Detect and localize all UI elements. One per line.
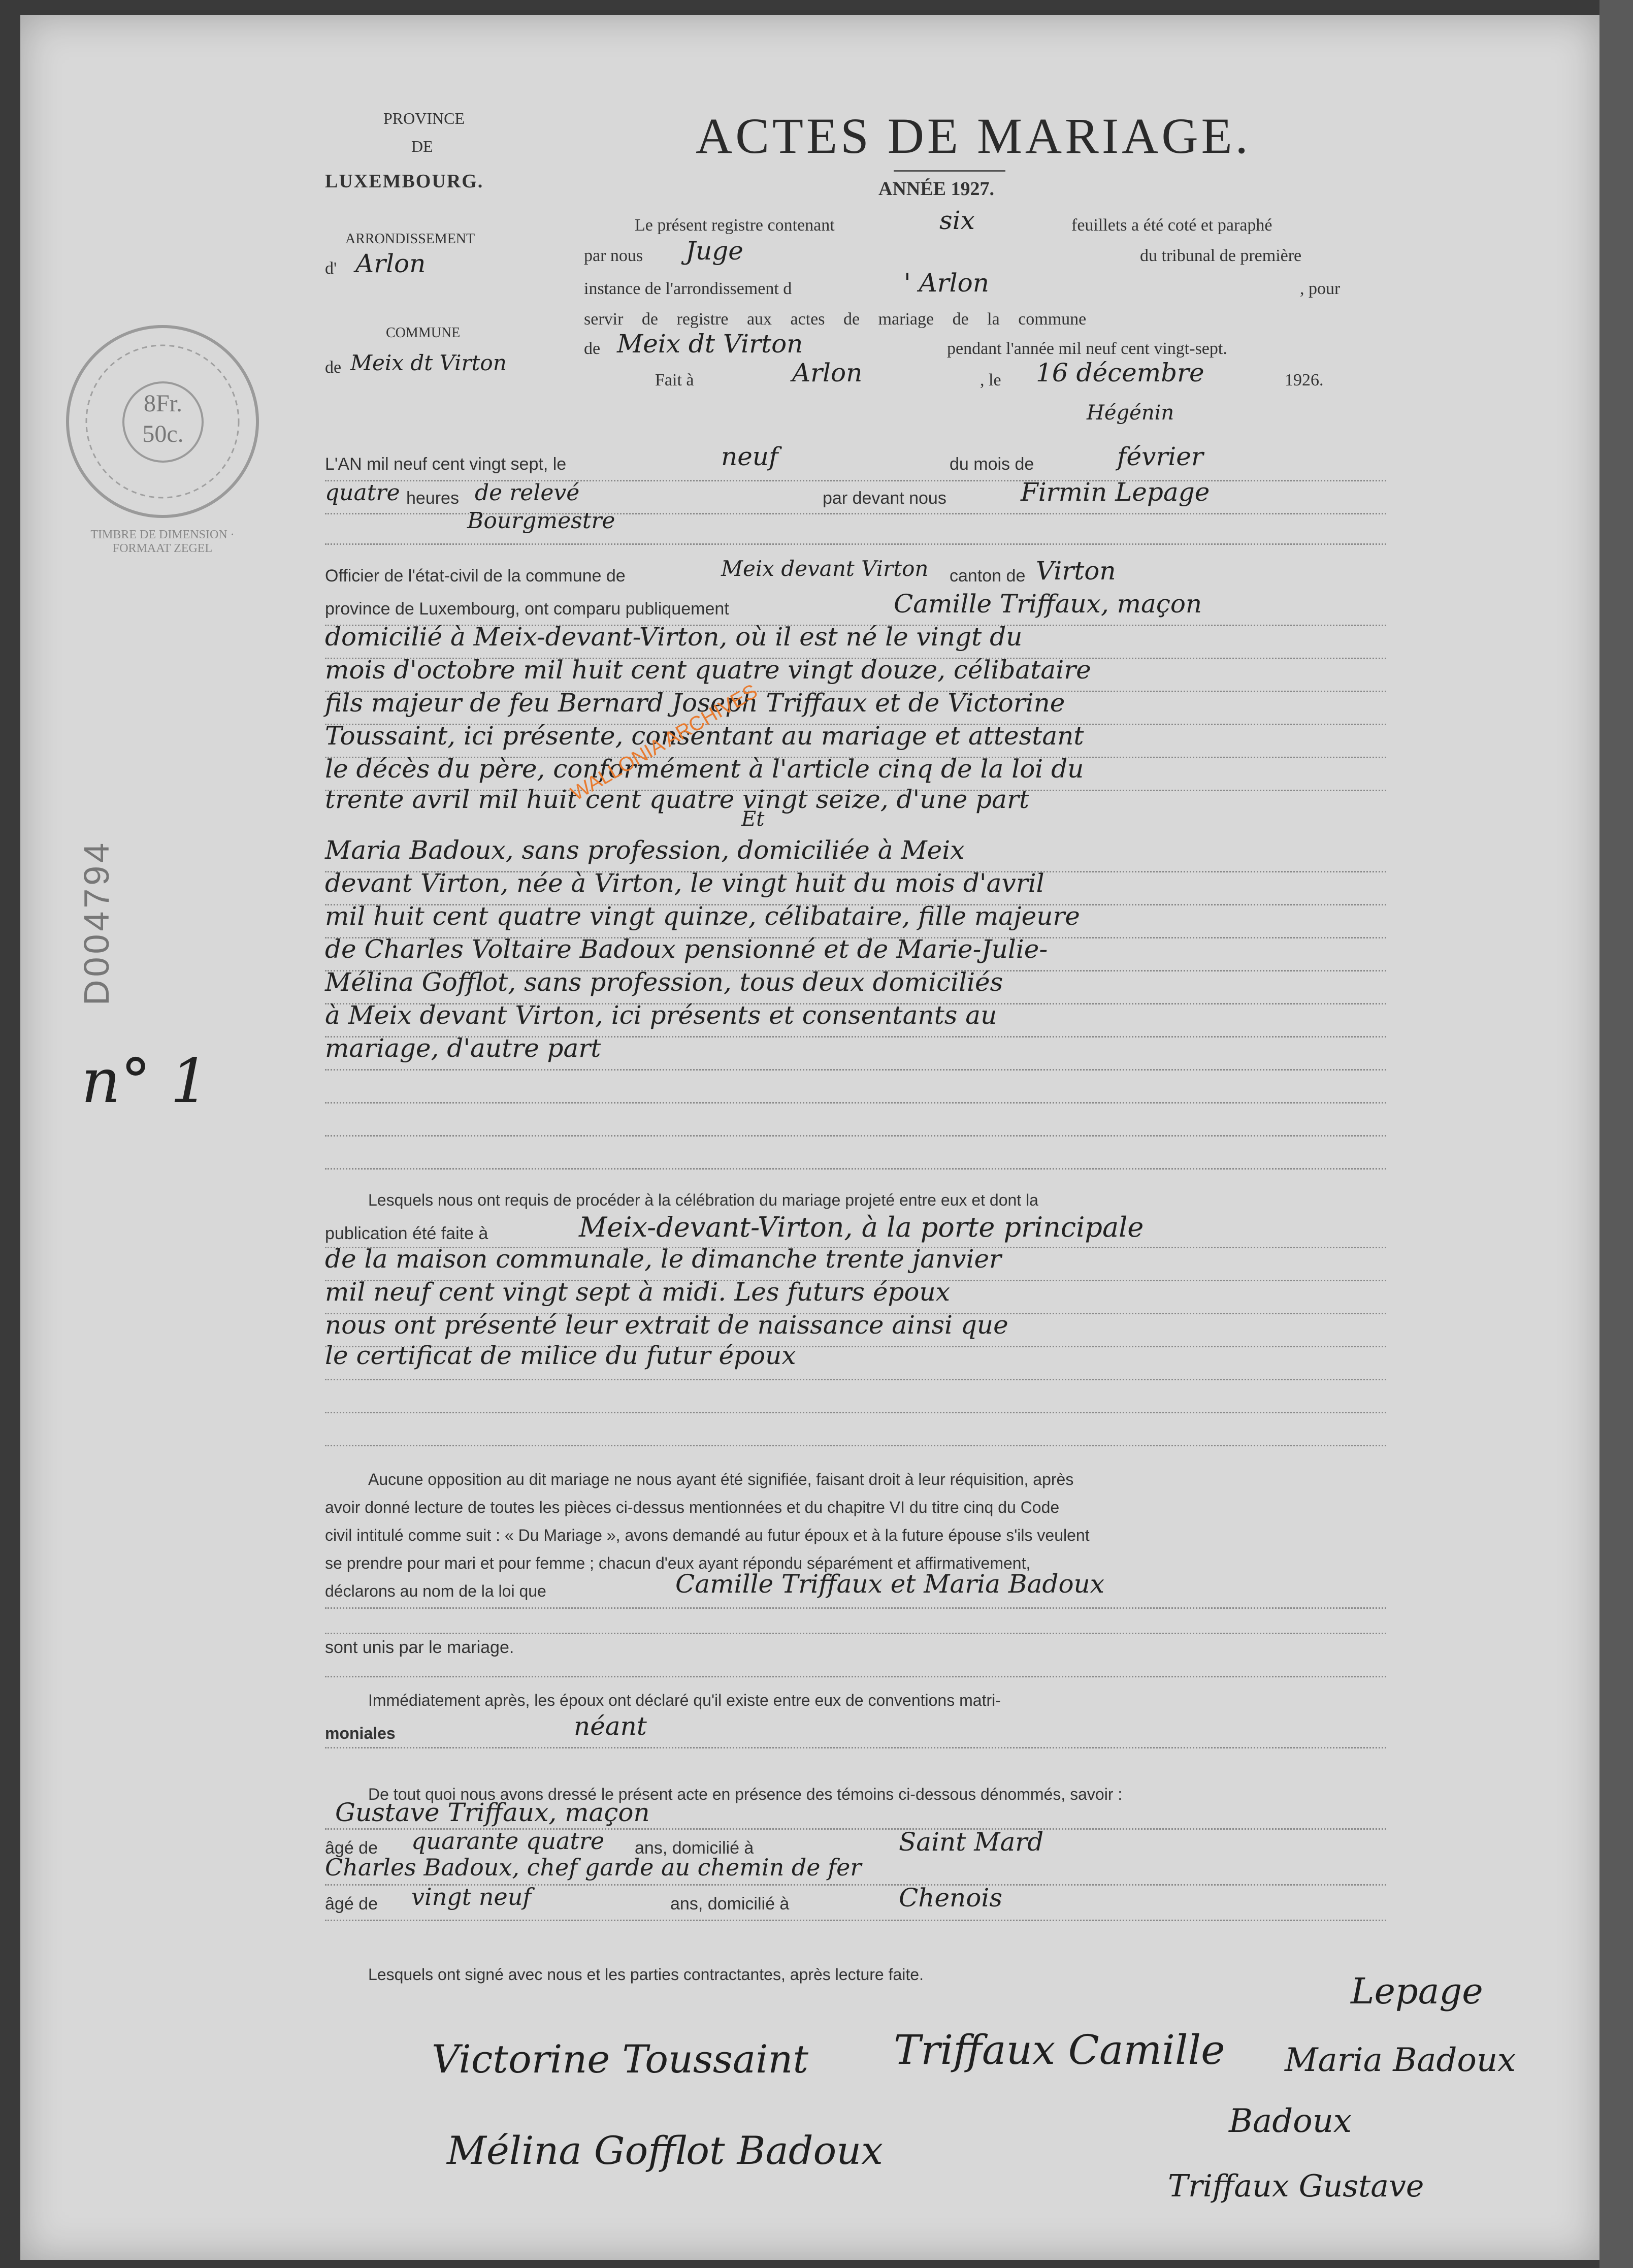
- act-l5-a: province de Luxembourg, ont comparu publiquement: [325, 599, 729, 619]
- year-label: ANNÉE 1927.: [878, 178, 995, 200]
- rule: [325, 1102, 1386, 1104]
- bride-line: à Meix devant Virton, ici présents et consentants au: [325, 1000, 997, 1030]
- witness2-name: Charles Badoux, chef garde au chemin de fer: [325, 1854, 862, 1881]
- witness1-name: Gustave Triffaux, maçon: [335, 1798, 650, 1827]
- witness-intro: De tout quoi nous avons dressé le présent acte en présence des témoins ci-dessous dénommés, savoir :: [368, 1785, 1123, 1803]
- pub-line: nous ont présenté leur extrait de naissance ainsi que: [325, 1310, 1008, 1340]
- intro-line5-a: de: [584, 339, 601, 358]
- rule: [325, 1920, 1386, 1921]
- stamp-value-line1: 8Fr.: [143, 390, 183, 417]
- opp-line: avoir donné lecture de toutes les pièces ci-dessus mentionnées et du chapitre VI du titre cinq du Code: [325, 1498, 1060, 1516]
- intro-line2-b: du tribunal de première: [1140, 246, 1302, 265]
- signature: Maria Badoux: [1285, 2042, 1516, 2079]
- archive-number: D004794: [77, 839, 116, 1006]
- arrondissement-label: ARRONDISSEMENT: [345, 231, 475, 247]
- contract-b: moniales: [325, 1724, 396, 1742]
- province-label: PROVINCE: [383, 109, 465, 127]
- intro-line5-b: pendant l'année mil neuf cent vingt-sept.: [947, 339, 1227, 358]
- annotation-above: Hégénin: [1087, 401, 1174, 425]
- bride-line: de Charles Voltaire Badoux pensionné et de Marie-Julie-: [325, 934, 1048, 964]
- act-l4-b: canton de: [950, 566, 1026, 586]
- rule: [325, 1747, 1386, 1748]
- witness1-age: quarante quatre: [411, 1827, 605, 1855]
- act-l2-b: par devant nous: [823, 489, 946, 508]
- act-l1-hand2: février: [1117, 442, 1203, 471]
- bride-line: mil huit cent quatre vingt quinze, célibataire, fille majeure: [325, 901, 1080, 931]
- stamp-ring-text: TIMBRE DE DIMENSION · FORMAAT ZEGEL: [90, 528, 235, 555]
- witness2-age-a: âgé de: [325, 1894, 378, 1914]
- watermark: WALLONIA ARCHIVES: [567, 679, 762, 805]
- rule: [325, 1379, 1386, 1380]
- act-l4-a: Officier de l'état-civil de la commune de: [325, 566, 626, 586]
- intro-line6-a: Fait à: [655, 371, 694, 390]
- act-l1-b: du mois de: [950, 455, 1034, 474]
- opp-line: Aucune opposition au dit mariage ne nous ayant été signifiée, faisant droit à leur réquisition, après: [368, 1470, 1074, 1488]
- page-edge: [1599, 0, 1633, 2268]
- act-number: n° 1: [81, 1046, 209, 1117]
- bride-line: devant Virton, née à Virton, le vingt huit du mois d'avril: [325, 868, 1044, 898]
- act-l1-a: L'AN mil neuf cent vingt sept, le: [325, 455, 567, 474]
- groom-line: le décès du père, conformément à l'article cinq de la loi du: [325, 754, 1084, 784]
- rule: [325, 1607, 1386, 1609]
- rule: [325, 1676, 1386, 1677]
- groom-line: domicilié à Meix-devant-Virton, où il est né le vingt du: [325, 622, 1023, 652]
- bride-line: Mélina Gofflot, sans profession, tous deux domiciliés: [325, 967, 1003, 997]
- opp-line: civil intitulé comme suit : « Du Mariage », avons demandé au futur époux et à la future épouse s'ils veulent: [325, 1526, 1090, 1544]
- intro-line1-a: Le présent registre contenant: [635, 216, 835, 235]
- act-l2-hand3: Firmin Lepage: [1021, 477, 1210, 507]
- signature: Lepage: [1351, 1970, 1483, 2012]
- opp-line: se prendre pour mari et pour femme ; chacun d'eux ayant répondu séparément et affirmativement,: [325, 1554, 1031, 1572]
- intro-line6-hand1: Arlon: [792, 358, 863, 387]
- intro-line2-hand: Juge: [685, 236, 743, 266]
- rule: [325, 1168, 1386, 1170]
- pub-a: Lesquels nous ont requis de procéder à la célébration du mariage projeté entre eux et dont la: [368, 1191, 1038, 1209]
- arrondissement-prefix: d': [325, 259, 337, 278]
- intro-line6-hand2: 16 décembre: [1036, 358, 1204, 387]
- intro-line5-hand: Meix dt Virton: [617, 329, 803, 359]
- pub-line: Meix-devant-Virton, à la porte principale: [579, 1211, 1144, 1243]
- decl-hand: Camille Triffaux et Maria Badoux: [675, 1569, 1104, 1599]
- intro-line6-b: , le: [980, 371, 1001, 390]
- act-l4-hand2: Virton: [1036, 556, 1116, 586]
- act-l2-hand2: de relevé: [475, 480, 580, 506]
- province-name: LUXEMBOURG.: [325, 171, 484, 192]
- groom-line: mois d'octobre mil huit cent quatre vingt douze, célibataire: [325, 655, 1091, 685]
- contract-a: Immédiatement après, les époux ont déclaré qu'il existe entre eux de conventions matri-: [368, 1691, 1001, 1709]
- arrondissement-value: Arlon: [355, 249, 426, 278]
- witness2-age: vingt neuf: [411, 1883, 532, 1910]
- et-word: Et: [741, 807, 765, 831]
- witness1-age-a: âgé de: [325, 1838, 378, 1858]
- signature: Badoux: [1229, 2102, 1352, 2140]
- rule: [325, 1412, 1386, 1413]
- signature: Triffaux Camille: [894, 2026, 1225, 2073]
- rule: [325, 1445, 1386, 1446]
- rule: [325, 1633, 1386, 1634]
- act-l2-hand1: quatre: [325, 480, 400, 506]
- signature: Victorine Toussaint: [432, 2036, 809, 2082]
- act-l4-hand1: Meix devant Virton: [721, 556, 929, 581]
- commune-value: Meix dt Virton: [350, 350, 507, 375]
- pub-line: de la maison communale, le dimanche trente janvier: [325, 1244, 1001, 1274]
- intro-line2-a: par nous: [584, 246, 643, 265]
- groom-line: Toussaint, ici présente, consentant au mariage et attestant: [325, 721, 1084, 751]
- witness1-age-b: ans, domicilié à: [635, 1838, 754, 1858]
- intro-line4: servir de registre aux actes de mariage de la commune: [584, 310, 1087, 329]
- rule: [325, 543, 1386, 545]
- act-l2-a: heures: [406, 489, 459, 508]
- act-l5-hand: Camille Triffaux, maçon: [894, 589, 1202, 619]
- title-rule: [894, 170, 1005, 172]
- decl-a: déclarons au nom de la loi que: [325, 1582, 546, 1600]
- stamp-value: [122, 381, 204, 463]
- intro-line3-hand: ' Arlon: [904, 268, 989, 298]
- bride-line: Maria Badoux, sans profession, domiciliée à Meix: [325, 835, 965, 865]
- intro-line1-hand: six: [939, 206, 975, 235]
- act-l3-hand: Bourgmestre: [467, 508, 615, 534]
- stamp-value-line2: 50c.: [142, 420, 184, 447]
- intro-line1-b: feuillets a été coté et paraphé: [1071, 216, 1272, 235]
- rule: [325, 1069, 1386, 1071]
- signature: Mélina Gofflot Badoux: [447, 2128, 884, 2173]
- tax-stamp: [66, 325, 259, 518]
- intro-line3-a: instance de l'arrondissement d: [584, 279, 792, 298]
- contract-hand: néant: [574, 1711, 647, 1741]
- register-page: [20, 15, 1599, 2260]
- signature: Triffaux Gustave: [1168, 2168, 1424, 2204]
- bride-line: mariage, d'autre part: [325, 1033, 601, 1063]
- intro-line6-c: 1926.: [1285, 371, 1324, 390]
- groom-line: trente avril mil huit cent quatre vingt seize, d'une part: [325, 785, 1029, 814]
- closing-text: Lesquels ont signé avec nous et les parties contractantes, après lecture faite.: [368, 1965, 924, 1984]
- province-de: DE: [411, 137, 433, 155]
- witness2-place: Chenois: [899, 1883, 1003, 1913]
- groom-line: fils majeur de feu Bernard Joseph Triffaux et de Victorine: [325, 688, 1065, 718]
- witness1-place: Saint Mard: [899, 1827, 1044, 1857]
- act-l1-hand1: neuf: [721, 442, 778, 471]
- united-text: sont unis par le mariage.: [325, 1638, 514, 1657]
- commune-prefix: de: [325, 358, 342, 377]
- intro-line3-b: , pour: [1300, 279, 1341, 298]
- page-title: ACTES DE MARIAGE.: [696, 108, 1251, 164]
- pub-line: le certificat de milice du futur époux: [325, 1341, 796, 1370]
- witness2-age-b: ans, domicilié à: [670, 1894, 790, 1914]
- pub-b: publication été faite à: [325, 1224, 488, 1243]
- rule: [325, 1135, 1386, 1137]
- pub-line: mil neuf cent vingt sept à midi. Les futurs époux: [325, 1277, 950, 1307]
- commune-label: COMMUNE: [386, 325, 461, 341]
